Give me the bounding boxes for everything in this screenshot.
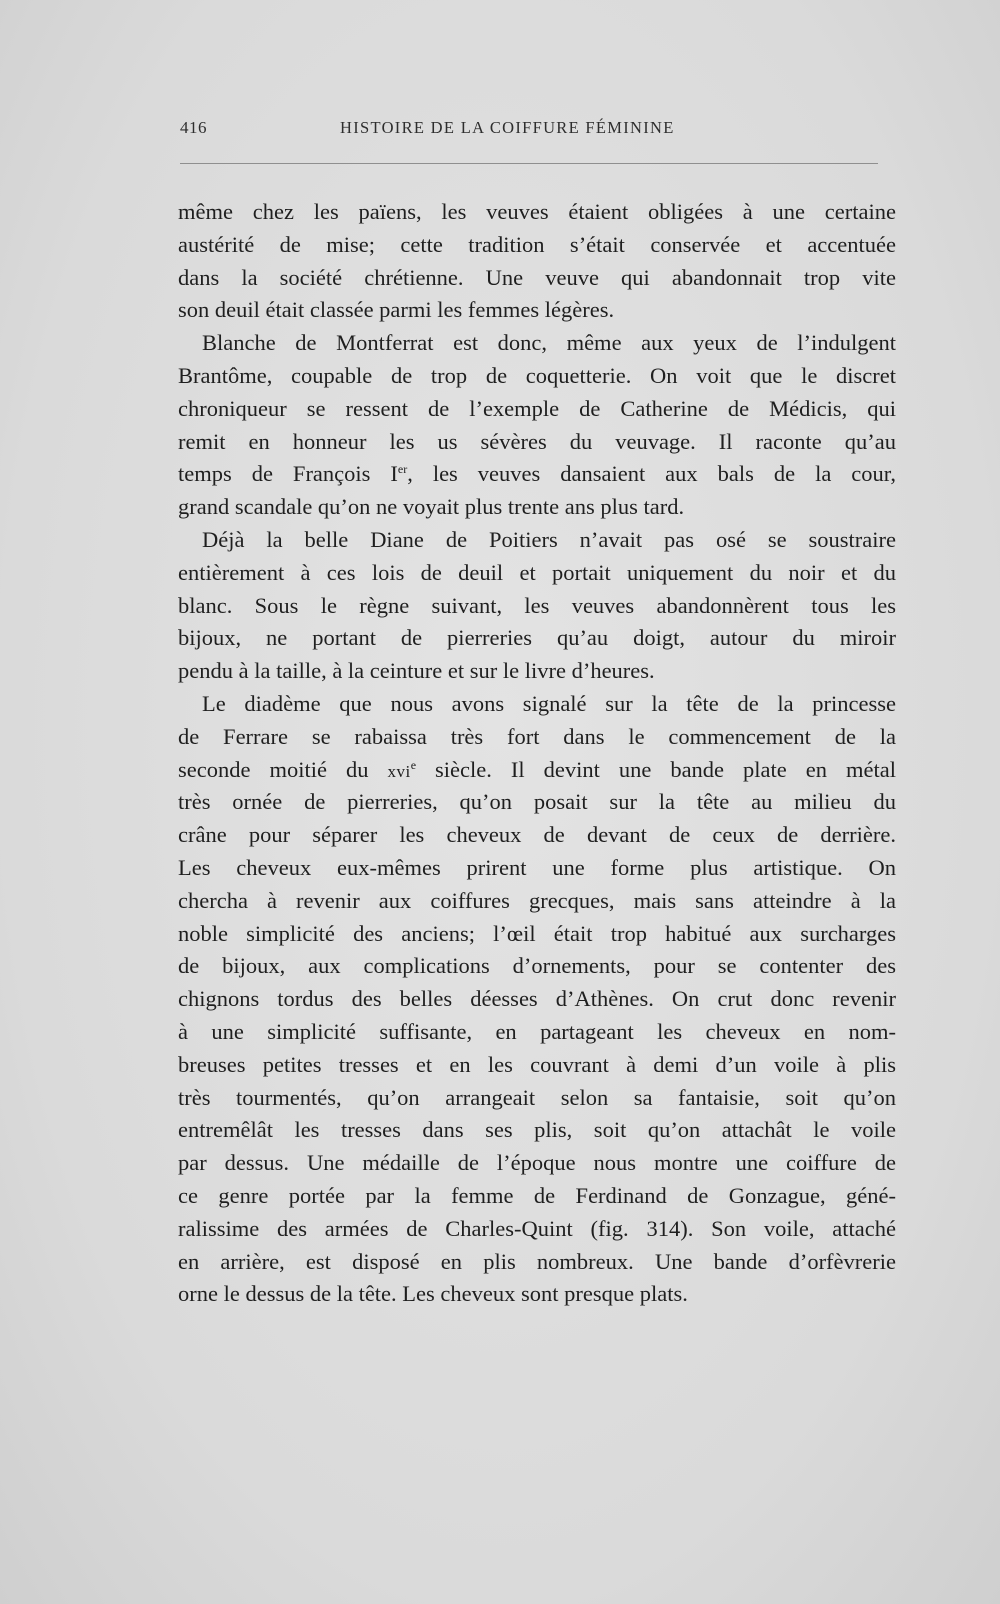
text-line: de bijoux, aux complications d’ornements, pour se contenter des [178,953,896,979]
superscript: e [410,757,417,772]
text-line: grand scandale qu’on ne voyait plus trente ans plus tard. [178,494,685,520]
text-line: de Ferrare se rabaissa très fort dans le commencement de la [178,723,896,749]
text-line: chroniqueur se ressent de l’exemple de Catherine de Médicis, qui [178,395,896,421]
text-line: crâne pour séparer les cheveux de devant de ceux de derrière. [178,822,896,848]
header-rule [180,163,878,164]
running-header [180,118,880,144]
text-line: remit en honneur les us sévères du veuvage. Il raconte qu’au [178,428,896,454]
text-line: Les cheveux eux-mêmes prirent une forme plus artistique. On [178,854,896,880]
text-line: bijoux, ne portant de pierreries qu’au doigt, autour du miroir [178,625,896,651]
text-line: Blanche de Montferrat est donc, même aux yeux de l’indulgent [202,330,896,356]
text-line: blanc. Sous le règne suivant, les veuves abandonnèrent tous les [178,592,896,618]
text-line: même chez les païens, les veuves étaient obligées à une certaine [178,199,896,224]
text-line: ce genre portée par la femme de Ferdinand de Gonzague, géné- [178,1182,896,1208]
text-line: très ornée de pierreries, qu’on posait sur la tête au milieu du [178,789,896,815]
text-line: en arrière, est disposé en plis nombreux. Une bande d’orfèvrerie [178,1248,896,1274]
running-title: HISTOIRE DE LA COIFFURE FÉMININE [340,118,675,137]
text-line: entièrement à ces lois de deuil et portait uniquement du noir et du [178,559,896,585]
text-line: noble simplicité des anciens; l’œil était trop habitué aux surcharges [178,920,896,946]
text-line: Brantôme, coupable de trop de coquetterie. On voit que le discret [178,362,896,388]
text-line: chignons tordus des belles déesses d’Athènes. On crut donc revenir [178,986,896,1012]
body-text [178,196,896,1311]
superscript: er [397,462,408,477]
century-numeral: xvi [387,761,411,781]
text-line: breuses petites tresses et en les couvrant à demi d’un voile à plis [178,1051,896,1077]
text-line: Le diadème que nous avons signalé sur la tête de la princesse [202,690,896,716]
text-line: orne le dessus de la tête. Les cheveux sont presque plats. [178,1281,688,1307]
text-line: dans la société chrétienne. Une veuve qui abandonnait trop vite [178,264,896,290]
text-segment: , les veuves dansaient aux bals de la cour, [407,461,896,487]
text-line: ralissime des armées de Charles-Quint (fig. 314). Son voile, attaché [178,1215,896,1241]
text-segment: temps de François I [178,461,398,487]
text-line: austérité de mise; cette tradition s’était conservée et accentuée [178,231,896,257]
text-line [178,754,896,787]
text-line: par dessus. Une médaille de l’époque nous montre une coiffure de [178,1150,896,1176]
text-line: chercha à revenir aux coiffures grecques, mais sans atteindre à la [178,887,896,913]
text-segment: siècle. Il devint une bande plate en métal [416,756,896,782]
text-line: son deuil était classée parmi les femmes légères. [178,297,615,323]
text-line: Déjà la belle Diane de Poitiers n’avait pas osé se soustraire [202,526,896,552]
text-line [178,458,896,491]
text-line: à une simplicité suffisante, en partageant les cheveux en nom- [178,1018,896,1044]
page-number: 416 [180,118,207,137]
text-line: très tourmentés, qu’on arrangeait selon sa fantaisie, soit qu’on [178,1084,896,1110]
text-segment: seconde moitié du [178,756,388,782]
text-line: pendu à la taille, à la ceinture et sur le livre d’heures. [178,658,655,684]
text-line: entremêlât les tresses dans ses plis, soit qu’on attachât le voile [178,1117,896,1143]
